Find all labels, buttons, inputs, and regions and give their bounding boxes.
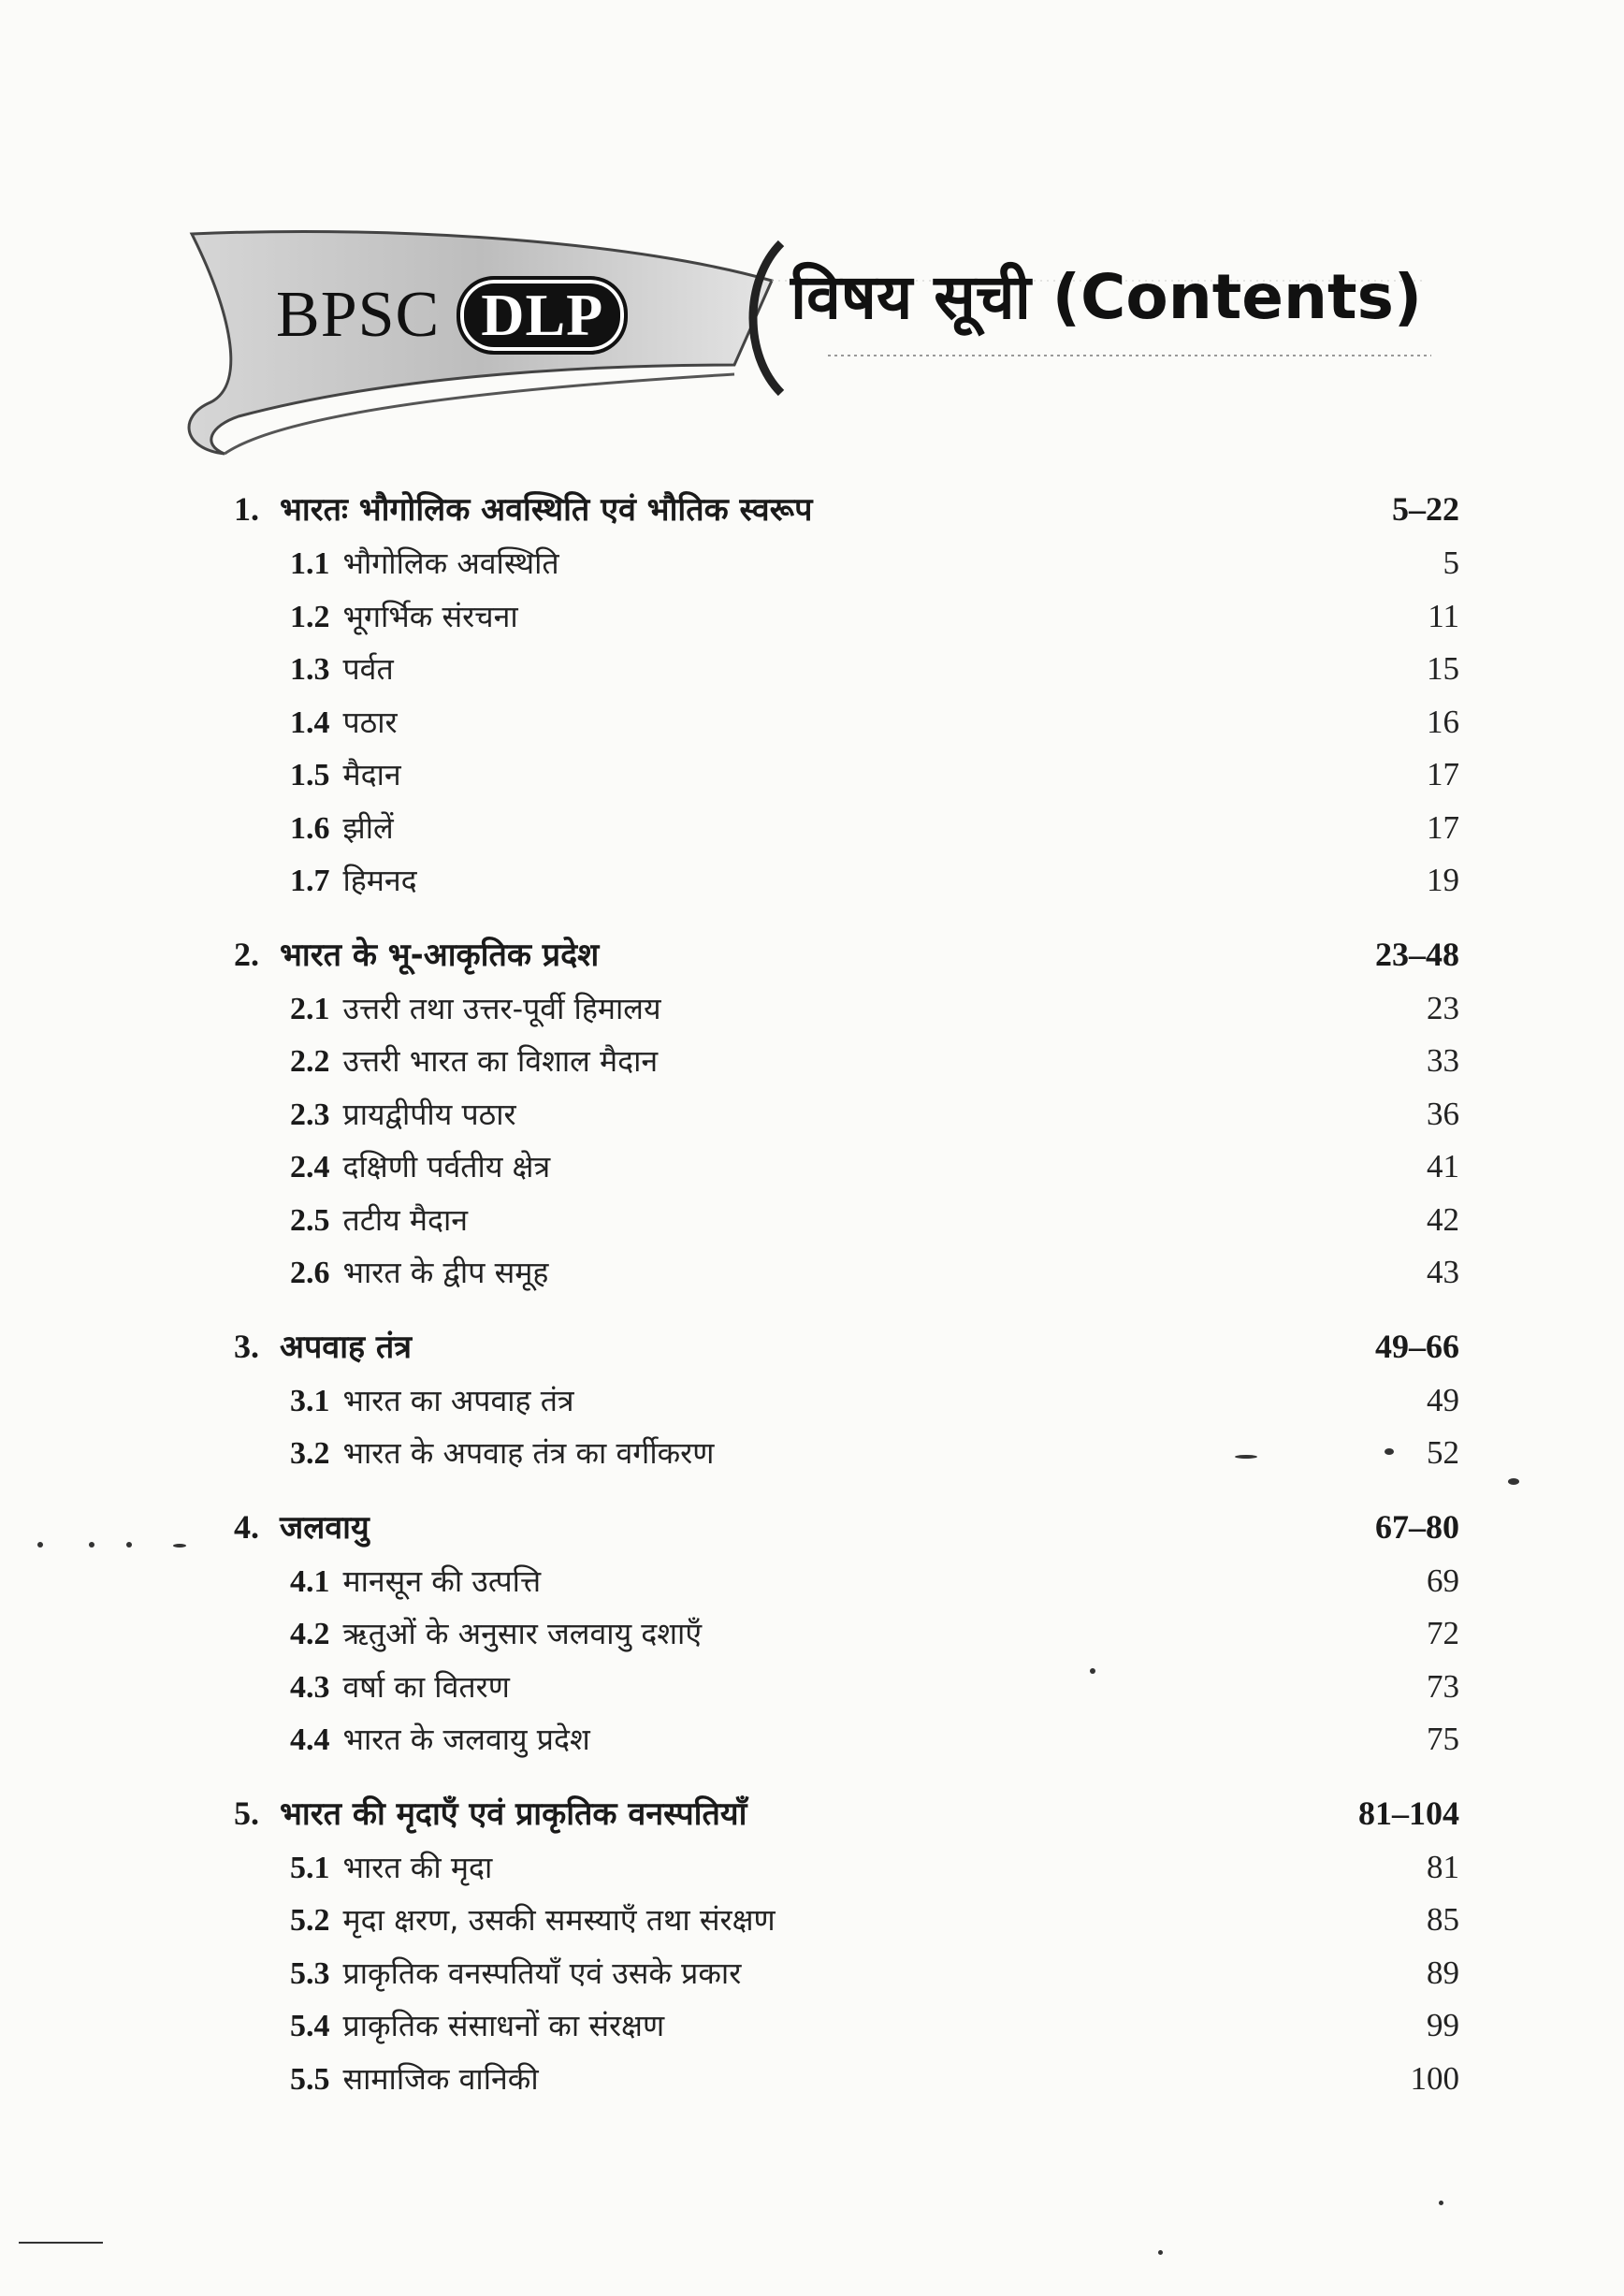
section-heading <box>290 1380 574 1420</box>
section-title: भारत के जलवायु प्रदेश <box>342 1722 590 1757</box>
section-heading <box>290 596 518 636</box>
section-row <box>234 1380 1459 1433</box>
section-page: 89 <box>1427 1954 1459 1991</box>
section-title: पर्वत <box>342 651 394 687</box>
table-of-contents <box>234 487 1459 2129</box>
section-heading <box>290 1899 776 1940</box>
scan-speck <box>173 1544 186 1548</box>
section-number: 5.5 <box>290 2061 330 2097</box>
chapter-heading <box>234 1504 370 1548</box>
section-page: 85 <box>1427 1901 1459 1938</box>
section-number: 2.1 <box>290 991 330 1026</box>
section-page: 36 <box>1427 1095 1459 1132</box>
chapter-row <box>234 487 1459 543</box>
section-row <box>234 543 1459 596</box>
section-page: 23 <box>1427 989 1459 1026</box>
section-page: 17 <box>1427 756 1459 792</box>
section-heading <box>290 1094 516 1134</box>
scan-speck <box>1090 1668 1095 1674</box>
chapter-row <box>234 1791 1459 1847</box>
section-page: 5 <box>1443 545 1459 581</box>
section-row <box>234 1899 1459 1953</box>
section-page: 42 <box>1427 1200 1459 1238</box>
chapter-heading <box>234 932 599 975</box>
section-number: 4.3 <box>290 1669 330 1705</box>
section-heading <box>290 807 394 848</box>
section-heading <box>290 2005 664 2045</box>
section-page: 49 <box>1427 1381 1459 1418</box>
section-heading <box>290 1199 468 1240</box>
section-number: 1.3 <box>290 652 330 687</box>
section-number: 3.1 <box>290 1383 330 1418</box>
scan-speck <box>1508 1478 1519 1485</box>
chapter-page-range: 5–22 <box>1392 490 1459 528</box>
section-title: भारत का अपवाह तंत्र <box>342 1382 574 1418</box>
section-title: मानसून की उत्पत्ति <box>342 1562 542 1599</box>
section-number: 4.4 <box>290 1722 330 1757</box>
section-number: 2.3 <box>290 1097 330 1132</box>
chapter-page-range: 23–48 <box>1375 935 1459 973</box>
section-number: 4.1 <box>290 1563 330 1599</box>
section-page: 33 <box>1427 1042 1459 1079</box>
scan-speck <box>126 1542 132 1548</box>
section-row <box>234 807 1459 861</box>
section-title: प्रायद्वीपीय पठार <box>342 1096 516 1132</box>
section-number: 1.2 <box>290 599 330 634</box>
section-page: 69 <box>1427 1562 1459 1599</box>
section-heading <box>290 988 661 1028</box>
section-heading <box>290 754 401 794</box>
section-row <box>234 1146 1459 1199</box>
chapter-heading <box>234 1791 747 1834</box>
section-heading <box>290 1953 741 1993</box>
section-row <box>234 1094 1459 1147</box>
scan-speck <box>1235 1455 1257 1459</box>
section-number: 5.1 <box>290 1850 330 1885</box>
chapter-title: जलवायु <box>280 1508 370 1547</box>
chapter-number: 5. <box>234 1794 259 1832</box>
section-number: 4.2 <box>290 1617 330 1651</box>
section-page: 72 <box>1427 1615 1459 1651</box>
scan-speck <box>1385 1448 1394 1455</box>
section-heading <box>290 1847 492 1887</box>
chapter-row <box>234 1324 1459 1380</box>
section-row <box>234 1719 1459 1772</box>
section-number: 5.3 <box>290 1955 330 1991</box>
page-title: विषय सूची (Contents) <box>790 261 1423 333</box>
header-banner <box>173 225 1445 458</box>
section-title: दक्षिणी पर्वतीय क्षेत्र <box>342 1149 551 1184</box>
section-number: 2.6 <box>290 1256 330 1290</box>
section-heading <box>290 1719 590 1759</box>
chapter-title: भारत के भू-आकृतिक प्रदेश <box>280 936 600 974</box>
section-page: 11 <box>1428 597 1459 634</box>
chapter-heading <box>234 1324 412 1367</box>
brand-badge: DLP <box>457 276 628 355</box>
section-heading <box>290 2058 539 2099</box>
section-title: भौगोलिक अवस्थिति <box>342 545 559 581</box>
section-title: सामाजिक वानिकी <box>342 2060 539 2097</box>
section-title: प्राकृतिक संसाधनों का संरक्षण <box>342 2008 665 2043</box>
section-row <box>234 1252 1459 1305</box>
section-row <box>234 1953 1459 2006</box>
chapter-block <box>234 1324 1459 1486</box>
section-title: भारत के अपवाह तंत्र का वर्गीकरण <box>342 1435 715 1471</box>
chapter-page-range: 67–80 <box>1375 1507 1459 1546</box>
section-heading <box>290 702 398 742</box>
section-title: भारत के द्वीप समूह <box>342 1255 549 1290</box>
chapter-page-range: 49–66 <box>1375 1327 1459 1365</box>
section-number: 1.4 <box>290 705 330 740</box>
section-page: 99 <box>1427 2007 1459 2043</box>
chapter-title: अपवाह तंत्र <box>280 1328 413 1366</box>
chapter-title: भारतः भौगोलिक अवस्थिति एवं भौतिक स्वरूप <box>280 491 813 529</box>
section-row <box>234 596 1459 649</box>
brand-logo <box>276 276 628 355</box>
scan-speck <box>19 2242 103 2244</box>
section-page: 41 <box>1427 1148 1459 1184</box>
section-heading <box>290 648 394 689</box>
section-row <box>234 648 1459 702</box>
chapter-number: 1. <box>234 490 259 528</box>
section-title: ऋतुओं के अनुसार जलवायु दशाएँ <box>342 1616 703 1651</box>
section-title: भारत की मृदा <box>342 1849 493 1885</box>
section-heading <box>290 1432 714 1473</box>
section-row <box>234 1199 1459 1253</box>
section-page: 15 <box>1427 650 1459 687</box>
chapter-number: 2. <box>234 935 259 973</box>
section-page: 16 <box>1427 703 1459 740</box>
section-page: 100 <box>1410 2059 1459 2097</box>
chapter-row <box>234 932 1459 988</box>
section-title: झीलें <box>342 809 394 846</box>
section-heading <box>290 860 417 900</box>
chapter-number: 4. <box>234 1507 259 1546</box>
section-page: 17 <box>1427 808 1459 846</box>
section-heading <box>290 1252 548 1292</box>
section-number: 2.5 <box>290 1202 330 1238</box>
section-title: उत्तरी भारत का विशाल मैदान <box>342 1043 659 1079</box>
section-row <box>234 1040 1459 1094</box>
section-heading <box>290 1040 658 1081</box>
section-title: मैदान <box>342 757 401 792</box>
section-number: 3.2 <box>290 1436 330 1471</box>
section-title: भूगर्भिक संरचना <box>342 598 518 634</box>
section-number: 2.2 <box>290 1044 330 1079</box>
chapter-block <box>234 932 1459 1305</box>
section-heading <box>290 1666 510 1707</box>
section-title: हिमनद <box>342 863 417 898</box>
scan-speck <box>1158 2250 1163 2255</box>
section-page: 73 <box>1427 1667 1459 1705</box>
section-number: 1.1 <box>290 546 330 581</box>
section-title: वर्षा का वितरण <box>342 1668 510 1705</box>
section-number: 1.6 <box>290 810 330 846</box>
section-row <box>234 2005 1459 2058</box>
scan-speck <box>37 1542 43 1548</box>
section-row <box>234 754 1459 807</box>
chapter-number: 3. <box>234 1327 259 1365</box>
section-title: तटीय मैदान <box>342 1201 469 1238</box>
section-number: 1.7 <box>290 864 330 898</box>
section-number: 2.4 <box>290 1150 330 1184</box>
section-page: 81 <box>1427 1848 1459 1885</box>
section-page: 19 <box>1427 862 1459 898</box>
section-row <box>234 702 1459 755</box>
section-title: उत्तरी तथा उत्तर-पूर्वी हिमालय <box>342 990 661 1026</box>
section-row <box>234 1666 1459 1720</box>
section-page: 75 <box>1427 1721 1459 1757</box>
chapter-row <box>234 1504 1459 1561</box>
section-row <box>234 1613 1459 1666</box>
section-row <box>234 860 1459 913</box>
section-heading <box>290 1146 550 1186</box>
section-page: 52 <box>1427 1434 1459 1471</box>
section-number: 5.4 <box>290 2009 330 2043</box>
section-title: प्राकृतिक वनस्पतियाँ एवं उसके प्रकार <box>342 1955 742 1991</box>
chapter-title: भारत की मृदाएँ एवं प्राकृतिक वनस्पतियाँ <box>280 1795 747 1833</box>
scan-speck <box>1439 2201 1443 2205</box>
section-row <box>234 2058 1459 2112</box>
section-page: 43 <box>1427 1254 1459 1290</box>
section-row <box>234 1432 1459 1486</box>
section-heading <box>290 1561 541 1601</box>
chapter-block <box>234 1504 1459 1772</box>
section-title: मृदा क्षरण, उसकी समस्याएँ तथा संरक्षण <box>342 1902 776 1938</box>
section-title: पठार <box>342 704 398 740</box>
section-row <box>234 988 1459 1041</box>
section-heading <box>290 543 559 583</box>
scan-speck <box>89 1542 94 1548</box>
section-row <box>234 1847 1459 1900</box>
section-number: 5.2 <box>290 1903 330 1938</box>
chapter-block <box>234 1791 1459 2112</box>
chapter-heading <box>234 487 812 530</box>
chapter-page-range: 81–104 <box>1358 1794 1459 1832</box>
section-number: 1.5 <box>290 758 330 792</box>
section-heading <box>290 1613 702 1653</box>
brand-prefix: BPSC <box>276 279 441 351</box>
chapter-block <box>234 487 1459 913</box>
section-row <box>234 1561 1459 1614</box>
